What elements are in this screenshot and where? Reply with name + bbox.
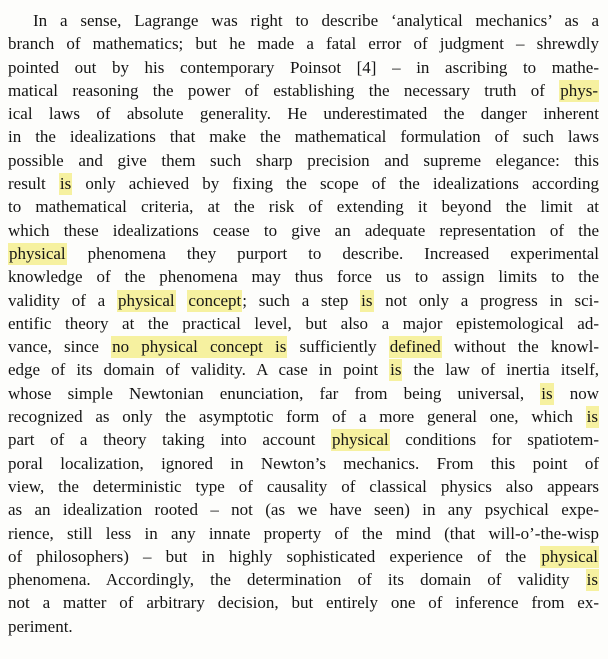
text-segment: entific theory at the practical level, but also a major epistemological ad- [8, 313, 599, 333]
text-line [8, 545, 599, 568]
text-segment: rience, still less in any innate property of the mind (that will-o’-the-wisp [8, 523, 599, 543]
text-segment: ical laws of absolute generality. He underestimated the danger inherent [8, 104, 599, 124]
text-segment: possible and give them such sharp precision and supreme elegance: this [8, 150, 599, 170]
text-line [8, 475, 599, 498]
text-segment: vance, since [8, 337, 112, 357]
text-segment: not only a progress in sci- [373, 290, 600, 310]
text-line [8, 219, 599, 242]
text-line [8, 265, 599, 288]
text-segment [176, 291, 188, 310]
text-segment: phenomena they purport to describe. Increased experimental [66, 243, 599, 263]
highlighted-text: is [541, 383, 553, 403]
text-line [8, 312, 599, 335]
text-line [8, 242, 599, 265]
highlighted-text: physical [117, 290, 175, 310]
text-line [8, 498, 599, 521]
text-line [8, 358, 599, 381]
text-segment: edge of its domain of validity. A case in point [8, 360, 390, 380]
text-segment: without the knowl- [441, 337, 599, 357]
text-segment: sufficiently [287, 337, 389, 357]
highlighted-text: is [586, 570, 598, 590]
highlighted-text: is [361, 290, 373, 310]
text-line [8, 79, 599, 102]
text-line [8, 591, 599, 614]
text-segment: in the idealizations that make the mathematical formulation of such laws [8, 127, 599, 147]
highlighted-text: is [59, 174, 72, 194]
text-line [8, 56, 599, 79]
text-segment: pointed out by his contemporary Poinsot [4] – in ascribing to mathe- [8, 57, 599, 77]
highlighted-text: physical [541, 546, 598, 566]
text-line [8, 195, 599, 218]
highlighted-text: is [586, 407, 598, 427]
text-segment: phenomena. Accordingly, the determination of its domain of validity [8, 570, 586, 590]
text-line [8, 149, 599, 172]
text-line [8, 102, 599, 125]
text-segment: part of a theory taking into account [8, 430, 331, 450]
text-line [8, 32, 599, 55]
text-segment: In a sense, Lagrange was right to describe ‘analytical mechanics’ as a [33, 11, 599, 30]
text-line [8, 615, 599, 638]
highlighted-text: phys- [560, 80, 598, 100]
highlighted-text: defined [389, 337, 441, 357]
highlighted-text: no physical concept is [112, 337, 287, 357]
text-line [8, 172, 599, 195]
text-segment: now [553, 383, 599, 403]
text-line [8, 428, 599, 451]
text-line [8, 335, 599, 358]
text-segment: of philosophers) – but in highly sophisticated experience of the [8, 546, 541, 566]
text-segment: as an idealization rooted – not (as we have seen) in any psychical expe- [8, 500, 599, 520]
text-line [8, 125, 599, 148]
highlighted-text: is [390, 360, 402, 380]
text-segment: branch of mathematics; but he made a fatal error of judgment – shrewdly [8, 34, 599, 54]
text-line [8, 405, 599, 428]
text-line [8, 522, 599, 545]
text-segment: matical reasoning the power of establishing the necessary truth of [8, 80, 560, 100]
highlighted-text: physical [331, 430, 389, 450]
text-segment: result [8, 174, 59, 194]
text-segment: validity of a [8, 290, 117, 310]
text-segment: which these idealizations cease to give an adequate representation of the [8, 220, 599, 240]
text-segment: poral localization, ignored in Newton’s mechanics. From this point of [8, 453, 599, 473]
text-line [8, 382, 599, 405]
text-segment: whose simple Newtonian enunciation, far from being universal, [8, 383, 541, 403]
text-line [8, 289, 599, 312]
text-line [8, 9, 599, 32]
text-segment: not a matter of arbitrary decision, but entirely one of inference from ex- [8, 593, 599, 613]
highlighted-text: concept [188, 290, 242, 310]
text-segment: conditions for spatiotem- [389, 430, 599, 450]
text-segment: ; such a step [242, 290, 361, 310]
text-segment: the law of inertia itself, [402, 360, 600, 380]
text-segment: only achieved by fixing the scope of the idealizations according [72, 174, 599, 194]
text-segment: knowledge of the phenomena may thus force us to assign limits to the [8, 267, 599, 287]
text-line [8, 568, 599, 591]
text-segment: to mathematical criteria, at the risk of extending it beyond the limit at [8, 197, 599, 217]
text-segment: periment. [8, 616, 73, 636]
text-segment: recognized as only the asymptotic form of a more general one, which [8, 407, 586, 427]
text-line [8, 452, 599, 475]
text-segment: view, the deterministic type of causality of classical physics also appears [8, 476, 599, 496]
highlighted-text: physical [9, 243, 66, 263]
